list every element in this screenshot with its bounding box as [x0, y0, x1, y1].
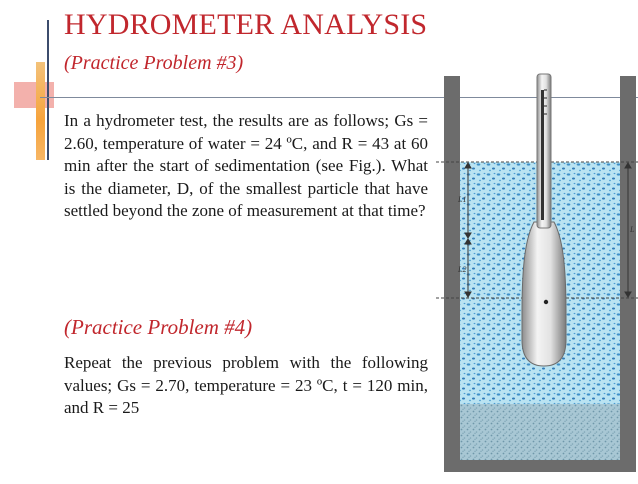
- hydrometer-figure: [436, 62, 638, 479]
- problem3-heading: (Practice Problem #3): [64, 52, 244, 74]
- decorative-bar: [36, 62, 45, 160]
- label-l: L: [630, 225, 635, 234]
- problem4-text: Repeat the previous problem with the following values; Gs = 2.70, temperature = 23 ºC, t = 120 min, and R = 25: [64, 353, 428, 417]
- label-l1: L1: [458, 195, 467, 204]
- slide-title: HYDROMETER ANALYSIS: [64, 8, 428, 41]
- sediment-layer: [460, 404, 620, 460]
- label-l2: L2: [458, 265, 467, 274]
- problem4-heading: (Practice Problem #4): [64, 315, 253, 339]
- decorative-vertical-line: [47, 20, 49, 160]
- problem3-text: In a hydrometer test, the results are as follows; Gs = 2.60, temperature of water = 24 ºC, and R = 43 at 60 min after the start of sedimentation (see Fig.). What is the diameter, D, of the smallest particle that have settled beyond the zone of measurement at that time?: [64, 111, 428, 220]
